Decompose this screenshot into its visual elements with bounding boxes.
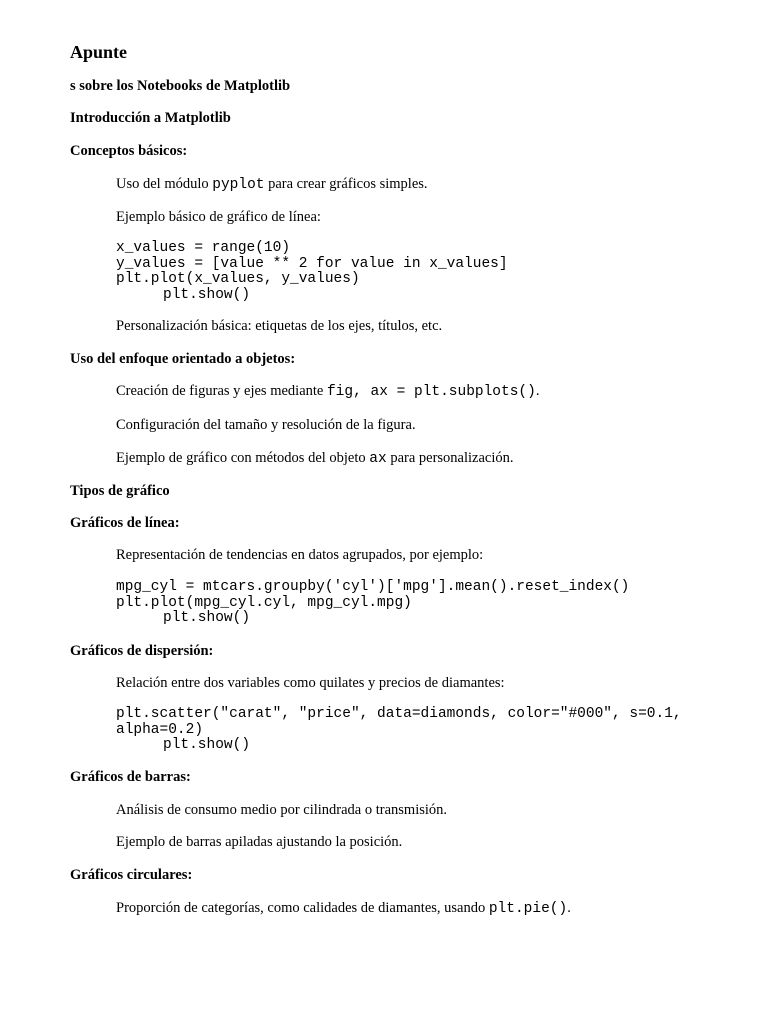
basics-paragraph-1: Uso del módulo pyplot para crear gráficos simples. [116,176,428,193]
inline-code: ax [369,451,387,467]
code-block-basic-line [116,241,508,303]
scatter-paragraph-1: Relación entre dos variables como quilates y precios de diamantes: [116,675,505,691]
scatter-heading: Gráficos de dispersión: [70,643,214,659]
types-heading: Tipos de gráfico [70,483,170,499]
oo-paragraph-2: Configuración del tamaño y resolución de la figura. [116,417,416,433]
code-line: plt.show() [163,286,251,303]
intro-heading: Introducción a Matplotlib [70,110,231,126]
bars-heading: Gráficos de barras: [70,769,191,785]
doc-subtitle: s sobre los Notebooks de Matplotlib [70,78,291,94]
code-line: mpg_cyl = mtcars.groupby('cyl')['mpg'].mean().reset_index() [116,579,630,595]
pie-paragraph-1: Proporción de categorías, como calidades de diamantes, usando plt.pie(). [116,900,571,917]
basics-paragraph-2: Ejemplo básico de gráfico de línea: [116,209,321,225]
inline-code: pyplot [212,177,265,193]
code-line: plt.plot(mpg_cyl.cyl, mpg_cyl.mpg) [116,594,412,611]
doc-title: Apunte [70,42,128,62]
code-line: plt.show() [163,737,251,753]
inline-code: fig, ax = plt.subplots() [326,384,536,400]
basics-paragraph-3: Personalización básica: etiquetas de los ejes, títulos, etc. [116,318,443,334]
oo-heading: Uso del enfoque orientado a objetos: [70,351,296,367]
code-line: plt.scatter("carat", "price", data=diamonds, color="#000", s=0.1, [116,706,682,722]
bars-paragraph-1: Análisis de consumo medio por cilindrada o transmisión. [116,802,448,818]
bars-paragraph-2: Ejemplo de barras apiladas ajustando la posición. [116,834,403,850]
code-line: x_values = range(10) [116,240,291,256]
code-line: plt.show() [163,610,251,626]
code-line: alpha=0.2) [116,721,204,738]
line-paragraph-1: Representación de tendencias en datos agrupados, por ejemplo: [116,547,484,563]
oo-paragraph-1: Creación de figuras y ejes mediante fig, ax = plt.subplots(). [116,383,540,400]
basics-heading: Conceptos básicos: [70,143,188,159]
code-block-scatter [116,707,682,754]
code-line: y_values = [value ** 2 for value in x_values] [116,255,508,272]
pie-heading: Gráficos circulares: [70,867,193,883]
code-line: plt.plot(x_values, y_values) [116,271,360,287]
code-block-line-chart [116,580,629,627]
inline-code: plt.pie() [488,901,568,917]
oo-paragraph-3: Ejemplo de gráfico con métodos del objeto ax para personalización. [116,450,514,467]
line-heading: Gráficos de línea: [70,515,180,531]
